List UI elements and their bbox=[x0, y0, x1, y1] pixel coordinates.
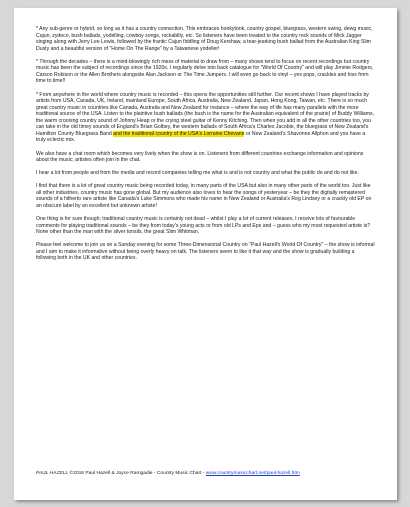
paragraph-traditional: One thing is for sure though; traditional country music is certainly not dead – whilst I play a lot of current releases, I receive lots of favourable comments for playing traditional sounds – be they from today's young acts or from old LPs and Eps and – guess who my most requested artiste is? None other than the man with the silver tonsils, the great Slim Whitman. bbox=[36, 216, 371, 236]
page-footer bbox=[36, 471, 376, 477]
paragraph-worldwide-end: or New Zealand's Shavonne Allphon and you have a truly eclectic mix. bbox=[36, 130, 366, 144]
highlighted-text: and the traditional country of the USA's Lorraine Chevane bbox=[113, 130, 245, 137]
paragraph-worldwide-text: * From anywhere in the world where country music is recorded – this opens the opportunities still further. Our recent shows I have played tracks by artists from USA, Canada, UK, Ireland, mainland Europe, South Africa, Australia, New Zealand, Japan, Hong Kong, Taiwan, etc. There is so much great country music in countries like Canada, Australia and New Zealand for instance – where the way of life has many parallels with the more traditional source of the USA. Listen to the plaintive bush ballads (the bush is the name for the Australian equivalent of the prairie) of Buddy Williams, the warm crooning country sound of Johnny Heap or the crying steel guitar of Kenny Kitching. Then when you add in all the other countries too, you can take in the old timey sounds of England's Brian Golbey, the western ballads of South Africa's Charles Jacobie, the bluegrass of New Zealand's Hamilton County Bluegrass Band bbox=[36, 91, 375, 137]
paragraph-worldwide bbox=[36, 92, 375, 144]
footer-author: PAUL HAZELL bbox=[36, 471, 69, 476]
footer-link[interactable]: www.countrymusicchart.net/paul-hazell.htm bbox=[205, 471, 300, 476]
footer-credit: ©2016 Paul Hazell & Joyce Ramgadie - Country Music Chart - bbox=[68, 471, 206, 476]
document-page bbox=[14, 8, 397, 500]
paragraph-subgenres: * Any sub-genre or hybrid, so long as it has a country connection. This embraces honkytonk, country gospel, bluegrass, western swing, dewg music, Cajun, zydeco, bush ballads, yodelling, cowboy songs, rockabilly, etc. So listeners have been treated to the country rock sounds of Mick Jagger singing along with Jerry Lee Lewis, followed by the frantic Cajun fiddling of Doug Kershaw, a tear-jearking bush ballad from the Australian King Slim Dusty and a beautiful version of "Home On The Range" by a Taiwanese yodeller! bbox=[36, 26, 373, 52]
paragraph-decades: * Through the decades – there is a mind-blowingly rich mess of material to draw from – many shows tend to focus on recent recordings but country music has been the subject of recordings since the 1920s. I regularly delve into back catalogue for "World Of Country" and will play Jimmie Rodgers, Carson Robison or the Allen Brothers alongside Alan Jackson or The Time Jumpers. I will even go back to vinyl – yes pops, crackles and hiss from time to time!! bbox=[36, 58, 374, 85]
paragraph-chat-room: We also have a chat room which becomes very lively when the show is on. Listeners from different countries exchange information and opinions about the music; artistes often join in the chat. bbox=[36, 150, 364, 164]
paragraph-global: I find that there is a lot of great country music being recorded today, in many parts of the USA but also in many other parts of the world too. Just like all other industries, country music has gone global. But my audience also loves to hear the songs of yesteryear – be they the digitally remastered sounds of a hitherto rare artiste like Canada's Luke Simmons who made his name in New Zealand or Australia's Reg Lindsey or a crackly old EP on an obscure label by an excellent but unknown artiste! bbox=[36, 183, 372, 209]
paragraph-media: I hear a lot from people and from the media and record companies telling me what is and is not country and what the public do and do not like. bbox=[36, 170, 359, 177]
paragraph-invitation: Please feel welcome to join us on a Sunday evening for some Three-Dimensional Country on "Paul Hazell's World Of Country" – the show is informal and I aim to make it informative without being overly heavy on talk. The listeners seem to like it that way and the show is gradually building a following both in the UK and other countries. bbox=[36, 242, 375, 262]
